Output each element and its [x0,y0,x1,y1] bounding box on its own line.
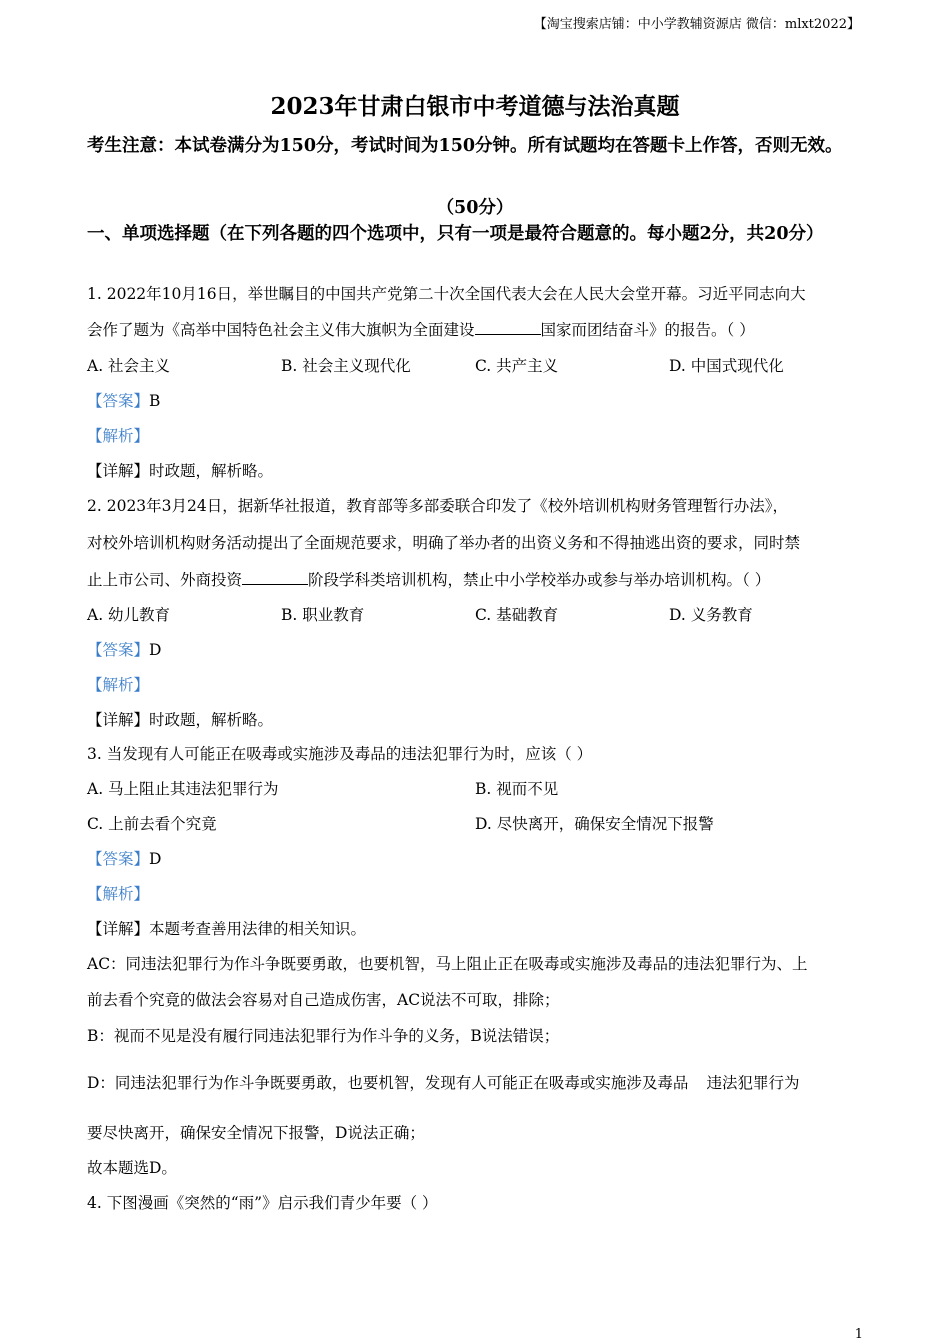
answer-label: 【答案】 [87,641,150,659]
q1-option-d: D. 中国式现代化 [669,357,784,375]
q1-option-c: C. 共产主义 [475,357,559,375]
detail-label: 【详解】 [87,711,150,729]
q2-answer-value: D [149,641,162,659]
q1-answer-value: B [149,392,161,410]
question-2-line-1: 2. 2023年3月24日，据新华社报道，教育部等多部委联合印发了《校外培训机构财务管理暂行办法》， [87,497,788,515]
q1-answer [87,389,160,411]
q1-detail-text: 时政题，解析略。 [149,462,274,480]
question-2-line-3 [87,568,770,590]
q2-detail [87,708,273,730]
question-1-text-b: 国家而团结奋斗》的报告。（ ） [540,321,755,339]
q3-explanation-3: B：视而不见是没有履行同违法犯罪行为作斗争的义务，B说法错误； [87,1027,560,1045]
question-2-line-2: 对校外培训机构财务活动提出了全面规范要求，明确了举办者的出资义务和不得抽逃出资的要求，同时禁 [87,534,801,552]
page-header: 【淘宝搜索店铺：中小学教辅资源店 微信：mlxt2022】 [533,17,860,32]
detail-label: 【详解】 [87,462,150,480]
part-score: （50分） [436,198,514,218]
q2-answer [87,638,161,660]
q3-option-b: B. 视而不见 [475,780,559,798]
q3-explanation-2: 前去看个究竟的做法会容易对自己造成伤害，AC说法不可取，排除； [87,991,560,1009]
detail-label: 【详解】 [87,920,150,938]
q1-option-a: A. 社会主义 [87,357,171,375]
q1-analysis-label: 【解析】 [87,427,150,445]
q3-answer [87,847,161,869]
q3-detail-text: 本题考查善用法律的相关知识。 [149,920,367,938]
answer-label: 【答案】 [87,392,150,410]
q3-option-a: A. 马上阻止其违法犯罪行为 [87,780,279,798]
q3-explanation-4a: D：同违法犯罪行为作斗争既要勇敢，也要机智，发现有人可能正在吸毒或实施涉及毒品 [87,1074,689,1092]
q3-answer-value: D [149,850,162,868]
answer-label: 【答案】 [87,850,150,868]
fill-blank [475,320,541,335]
question-4-line-1: 4. 下图漫画《突然的“雨”》启示我们青少年要（ ） [87,1194,438,1212]
question-1-text-a: 会作了题为《高举中国特色社会主义伟大旗帜为全面建设 [87,321,475,339]
section-heading: 一、单项选择题（在下列各题的四个选项中，只有一项是最符合题意的。每小题2分，共20分） [87,224,824,244]
q2-option-b: B. 职业教育 [281,606,365,624]
q3-analysis-label: 【解析】 [87,885,150,903]
page-number: 1 [854,1327,863,1342]
question-3-line-1: 3. 当发现有人可能正在吸毒或实施涉及毒品的违法犯罪行为时，应该（ ） [87,745,593,763]
q2-option-d: D. 义务教育 [669,606,753,624]
q2-option-a: A. 幼儿教育 [87,606,171,624]
q3-option-c: C. 上前去看个究竟 [87,815,217,833]
q3-explanation-6: 故本题选D。 [87,1159,177,1177]
q2-analysis-label: 【解析】 [87,676,150,694]
page-title: 2023年甘肃白银市中考道德与法治真题 [270,93,680,120]
q3-explanation-1: AC：同违法犯罪行为作斗争既要勇敢，也要机智，马上阻止正在吸毒或实施涉及毒品的违法犯罪行为、上 [87,955,808,973]
q3-explanation-4b: 违法犯罪行为 [706,1074,800,1092]
question-1-line-1: 1. 2022年10月16日，举世瞩目的中国共产党第二十次全国代表大会在人民大会堂开幕。习近平同志向大 [87,285,806,303]
q2-detail-text: 时政题，解析略。 [149,711,274,729]
q3-option-d: D. 尽快离开，确保安全情况下报警 [475,815,714,833]
fill-blank [242,570,308,585]
q2-option-c: C. 基础教育 [475,606,559,624]
q3-detail [87,917,366,939]
q3-explanation-5: 要尽快离开，确保安全情况下报警，D说法正确； [87,1124,425,1142]
q1-option-b: B. 社会主义现代化 [281,357,411,375]
q1-detail [87,459,273,481]
question-2-text-b: 阶段学科类培训机构，禁止中小学校举办或参与举办培训机构。（ ） [308,571,771,589]
question-1-line-2 [87,318,755,340]
exam-notice: 考生注意：本试卷满分为150分，考试时间为150分钟。所有试题均在答题卡上作答，否则无效。 [87,136,843,156]
question-2-text-a: 止上市公司、外商投资 [87,571,243,589]
q3-explanation-4 [87,1071,799,1093]
